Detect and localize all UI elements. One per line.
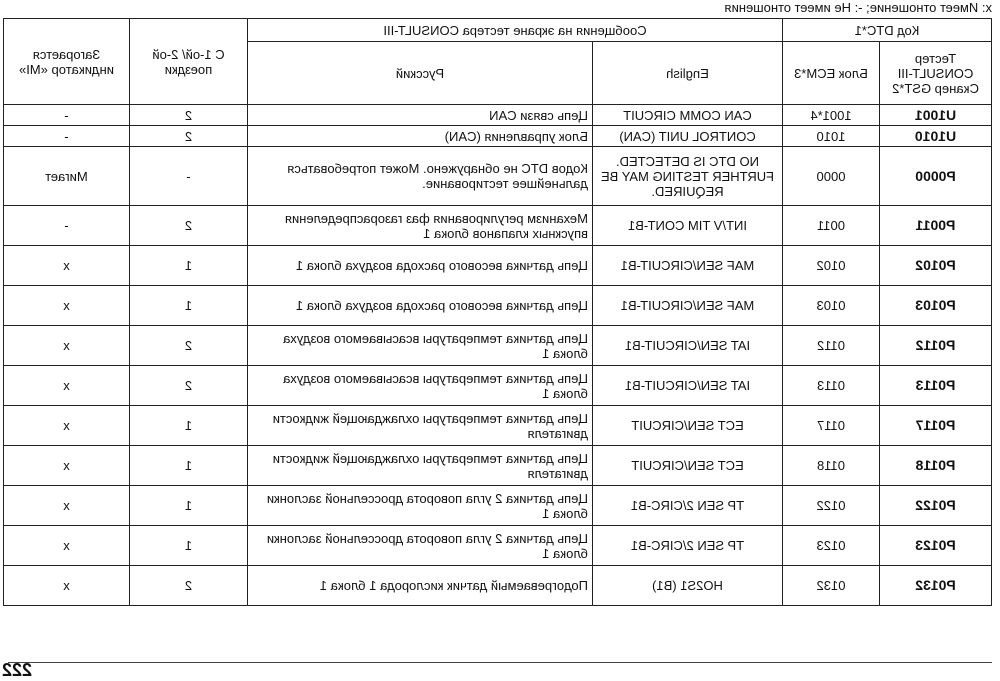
dtc-code: P0132 xyxy=(880,566,992,606)
header-ecm-block: Блок ECM*3 xyxy=(782,42,879,105)
table-row xyxy=(3,446,991,486)
dtc-code: P0118 xyxy=(880,446,992,486)
header-trips: С 1-ой/ 2-ой поездки xyxy=(129,19,247,105)
ecm-code: 0011 xyxy=(782,206,879,246)
english-message: CONTROL UNIT (CAN) xyxy=(592,126,782,147)
english-message: MAF SEN/CIRCUIT-B1 xyxy=(592,286,782,326)
table-row xyxy=(3,366,991,406)
table-row xyxy=(3,286,991,326)
dtc-table xyxy=(3,18,992,606)
english-message: TP SEN 2/CIRC-B1 xyxy=(592,486,782,526)
mi-value: x xyxy=(3,286,129,326)
header-english: English xyxy=(592,42,782,105)
dtc-code: P0000 xyxy=(880,147,992,206)
dtc-code: P0102 xyxy=(880,246,992,286)
header-russian: Русский xyxy=(247,42,592,105)
dtc-code: P0113 xyxy=(880,366,992,406)
english-message: MAF SEN/CIRCUIT-B1 xyxy=(592,246,782,286)
header-consult-scanner: Тестер CONSULT-III Сканер GST*2 xyxy=(880,42,992,105)
trip-value: 2 xyxy=(129,126,247,147)
mi-value: x xyxy=(3,526,129,566)
english-message: CAN COMM CIRCUIT xyxy=(592,105,782,126)
trip-value: 2 xyxy=(129,105,247,126)
russian-message: Кодов DTC не обнаружено. Может потребоваться дальнейшее тестирование. xyxy=(247,147,592,206)
legend-text: x: Имеет отношение; -: Не имеет отношения xyxy=(724,0,992,15)
trip-value: 1 xyxy=(129,446,247,486)
dtc-code: P0117 xyxy=(880,406,992,446)
ecm-code: 0132 xyxy=(782,566,879,606)
trip-value: 2 xyxy=(129,366,247,406)
dtc-code: P0122 xyxy=(880,486,992,526)
russian-message: Цепь датчика весового расхода воздуха блока 1 xyxy=(247,286,592,326)
trip-value: - xyxy=(129,147,247,206)
ecm-code: 0112 xyxy=(782,326,879,366)
ecm-code: 0000 xyxy=(782,147,879,206)
english-message: HO2S1 (B1) xyxy=(592,566,782,606)
mi-value: - xyxy=(3,126,129,147)
english-message: ECT SEN/CIRCUIT xyxy=(592,446,782,486)
dtc-code: P0103 xyxy=(880,286,992,326)
mi-value: x xyxy=(3,486,129,526)
trip-value: 2 xyxy=(129,566,247,606)
mi-value: - xyxy=(3,105,129,126)
mi-value: x xyxy=(3,366,129,406)
ecm-code: 0117 xyxy=(782,406,879,446)
mi-value: x xyxy=(3,406,129,446)
mi-value: - xyxy=(3,206,129,246)
trip-value: 1 xyxy=(129,286,247,326)
dtc-code: U1001 xyxy=(880,105,992,126)
russian-message: Цепь датчика температуры охлаждающей жидкости двигателя xyxy=(247,446,592,486)
mi-value: x xyxy=(3,326,129,366)
english-message: IAT SEN/CIRCUIT-B1 xyxy=(592,366,782,406)
english-message: TP SEN 2/CIRC-B1 xyxy=(592,526,782,566)
dtc-code: P0112 xyxy=(880,326,992,366)
table-row xyxy=(3,147,991,206)
trip-value: 2 xyxy=(129,326,247,366)
header-messages: Сообщения на экране тестера CONSULT-III xyxy=(247,19,782,42)
dtc-code: P0011 xyxy=(880,206,992,246)
mi-value: Мигает xyxy=(3,147,129,206)
ecm-code: 0102 xyxy=(782,246,879,286)
russian-message: Цепь датчика температуры всасываемого воздуха блока 1 xyxy=(247,366,592,406)
ecm-code: 0103 xyxy=(782,286,879,326)
table-row xyxy=(3,406,991,446)
trip-value: 1 xyxy=(129,246,247,286)
mi-value: x xyxy=(3,566,129,606)
table-row xyxy=(3,326,991,366)
table-row xyxy=(3,566,991,606)
table-row xyxy=(3,206,991,246)
header-mi: Загорается индикатор «MI» xyxy=(3,19,129,105)
russian-message: Подогреваемый датчик кислорода 1 блока 1 xyxy=(247,566,592,606)
russian-message: Цепь связи CAN xyxy=(247,105,592,126)
russian-message: Механизм регулирования фаз газораспределения впускных клапанов блока 1 xyxy=(247,206,592,246)
trip-value: 1 xyxy=(129,406,247,446)
trip-value: 1 xyxy=(129,526,247,566)
russian-message: Цепь датчика температуры охлаждающей жидкости двигателя xyxy=(247,406,592,446)
mi-value: x xyxy=(3,446,129,486)
mi-value: x xyxy=(3,246,129,286)
english-message: NO DTC IS DETECTED. FURTHER TESTING MAY BE REQUIRED. xyxy=(592,147,782,206)
ecm-code: 0122 xyxy=(782,486,879,526)
table-row xyxy=(3,246,991,286)
ecm-code: 0123 xyxy=(782,526,879,566)
russian-message: Блок управления (CAN) xyxy=(247,126,592,147)
table-row xyxy=(3,486,991,526)
dtc-code: U1010 xyxy=(880,126,992,147)
english-message: INT/V TIM CONT-B1 xyxy=(592,206,782,246)
english-message: ECT SEN/CIRCUIT xyxy=(592,406,782,446)
table-row xyxy=(3,526,991,566)
header-dtc-code: Код DTC*1 xyxy=(782,19,991,42)
dtc-code: P0123 xyxy=(880,526,992,566)
trip-value: 2 xyxy=(129,206,247,246)
page-bottom-rule xyxy=(8,662,992,663)
trip-value: 1 xyxy=(129,486,247,526)
russian-message: Цепь датчика весового расхода воздуха блока 1 xyxy=(247,246,592,286)
ecm-code: 1001*4 xyxy=(782,105,879,126)
russian-message: Цепь датчика 2 угла поворота дроссельной заслонки блока 1 xyxy=(247,486,592,526)
table-row xyxy=(3,105,991,126)
ecm-code: 0118 xyxy=(782,446,879,486)
ecm-code: 0113 xyxy=(782,366,879,406)
table-row xyxy=(3,126,991,147)
page-number: 222 xyxy=(2,660,33,680)
english-message: IAT SEN/CIRCUIT-B1 xyxy=(592,326,782,366)
russian-message: Цепь датчика 2 угла поворота дроссельной заслонки блока 1 xyxy=(247,526,592,566)
ecm-code: 1010 xyxy=(782,126,879,147)
russian-message: Цепь датчика температуры всасываемого воздуха блока 1 xyxy=(247,326,592,366)
